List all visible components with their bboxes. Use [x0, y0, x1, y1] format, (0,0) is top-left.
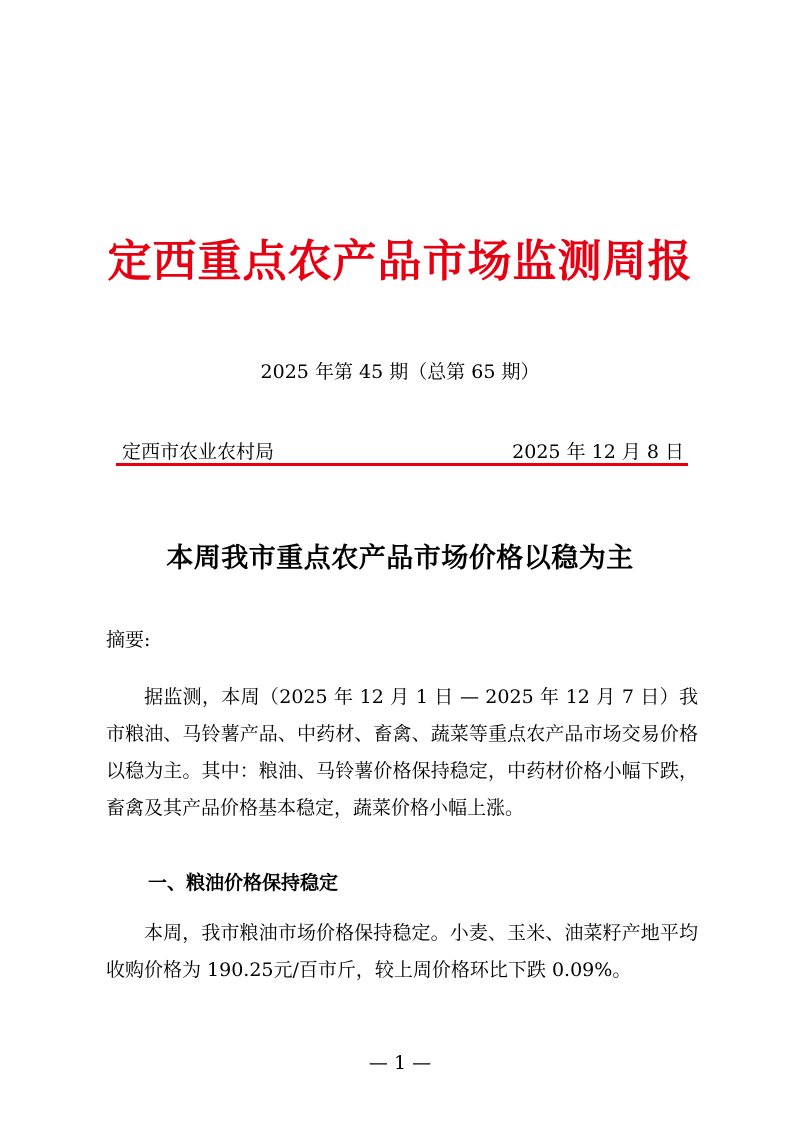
issuer-name: 定西市农业农村局 — [122, 441, 275, 463]
report-title: 定西重点农产品市场监测周报 — [107, 236, 693, 287]
abstract-paragraph: 据监测，本周（2025 年 12 月 1 日 — 2025 年 12 月 7 日）我市粮油、马铃薯产品、中药材、畜禽、蔬菜等重点农产品市场交易价格以稳为主。其中：粮油、马铃薯价格保持稳定，中药材价格小幅下跌，畜禽及其产品价格基本稳定，蔬菜价格小幅上涨。 — [106, 686, 698, 819]
section-paragraph: 本周，我市粮油市场价格保持稳定。小麦、玉米、油菜籽产地平均收购价格为 190.25元/百市斤，较上周价格环比下跌 0.09%。 — [106, 922, 698, 981]
header-divider — [116, 463, 688, 466]
issue-number: 2025 年第 45 期（总第 65 期） — [260, 361, 540, 383]
issue-date: 2025 年 12 月 8 日 — [512, 441, 684, 463]
article-headline: 本周我市重点农产品市场价格以稳为主 — [166, 543, 634, 574]
section-heading: 一、粮油价格保持稳定 — [148, 872, 339, 894]
abstract-label: 摘要: — [106, 629, 151, 651]
page-number: — 1 — — [368, 1052, 432, 1074]
